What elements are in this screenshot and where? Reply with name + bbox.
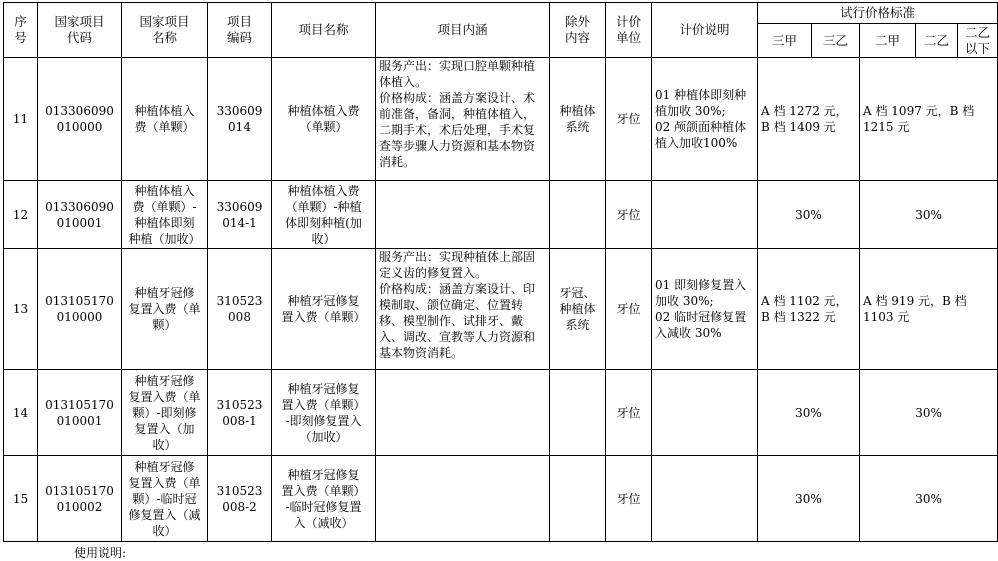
header-seq: 序 号 (4, 3, 38, 58)
cell-exclusions (550, 370, 606, 456)
cell-price-tier2: A 档 1097 元，B 档 1215 元 (860, 58, 998, 181)
cell-pricing-note: 01 种植体即刻种植加收 30%; 02 颅颌面种植体植入加收100% (652, 58, 758, 181)
usage-note-label: 使用说明: (74, 546, 127, 560)
cell-exclusions: 种植体 系统 (550, 58, 606, 181)
cell-unit: 牙位 (606, 58, 652, 181)
cell-item-name: 种植体植入费 （单颗） (272, 58, 376, 181)
cell-national-name: 种植牙冠修 复置入费（单 颗）-即刻修 复置入（加 收） (122, 370, 208, 456)
cell-price-tier2: A 档 919 元，B 档 1103 元 (860, 249, 998, 370)
cell-seq: 12 (4, 181, 38, 249)
cell-unit: 牙位 (606, 456, 652, 542)
cell-national-code: 013306090 010001 (38, 181, 122, 249)
header-item-code: 项目 编码 (208, 3, 272, 58)
cell-item-name: 种植牙冠修复 置入费（单颗） -即刻修复置入 （加收） (272, 370, 376, 456)
header-content: 项目内涵 (376, 3, 550, 58)
header-national-code: 国家项目 代码 (38, 3, 122, 58)
cell-item-code: 310523 008-2 (208, 456, 272, 542)
cell-national-code: 013105170 010001 (38, 370, 122, 456)
cell-exclusions (550, 456, 606, 542)
cell-exclusions (550, 181, 606, 249)
cell-content (376, 181, 550, 249)
table-row (4, 370, 998, 456)
cell-content (376, 370, 550, 456)
cell-seq: 14 (4, 370, 38, 456)
header-tier-2b: 二乙 (916, 24, 958, 58)
header-price-standard: 试行价格标准 (758, 3, 998, 24)
header-exclusions: 除外 内容 (550, 3, 606, 58)
cell-national-code: 013306090 010000 (38, 58, 122, 181)
table-row (4, 456, 998, 542)
cell-pricing-note (652, 456, 758, 542)
header-item-name: 项目名称 (272, 3, 376, 58)
cell-national-name: 种植体植入 费（单颗）- 种植体即刻 种植（加收） (122, 181, 208, 249)
header-unit: 计价 单位 (606, 3, 652, 58)
header-tier-3b: 三乙 (812, 24, 860, 58)
header-tier-3a: 三甲 (758, 24, 812, 58)
cell-price-tier3: 30% (758, 370, 860, 456)
cell-item-code: 330609 014 (208, 58, 272, 181)
cell-seq: 11 (4, 58, 38, 181)
cell-unit: 牙位 (606, 370, 652, 456)
header-pricing-note: 计价说明 (652, 3, 758, 58)
cell-national-name: 种植牙冠修 复置入费（单 颗）-临时冠 修复置入（减 收） (122, 456, 208, 542)
cell-item-code: 330609 014-1 (208, 181, 272, 249)
cell-item-name: 种植牙冠修复 置入费（单颗） -临时冠修复置 入（减收） (272, 456, 376, 542)
cell-price-tier2: 30% (860, 370, 998, 456)
cell-content (376, 456, 550, 542)
table-row (4, 58, 998, 181)
cell-national-name: 种植体植入 费（单颗） (122, 58, 208, 181)
cell-exclusions: 牙冠、 种植体 系统 (550, 249, 606, 370)
cell-price-tier3: A 档 1102 元， B 档 1322 元 (758, 249, 860, 370)
cell-pricing-note (652, 181, 758, 249)
cell-price-tier3: A 档 1272 元， B 档 1409 元 (758, 58, 860, 181)
cell-national-code: 013105170 010000 (38, 249, 122, 370)
cell-item-name: 种植牙冠修复 置入费（单颗） (272, 249, 376, 370)
cell-national-code: 013105170 010002 (38, 456, 122, 542)
cell-content: 服务产出：实现口腔单颗种植体植入。 价格构成：涵盖方案设计、术前准备，备洞，种植体植入，二期手术，术后处理，手术复查等步骤人力资源和基本物资消耗。 (376, 58, 550, 181)
cell-item-code: 310523 008-1 (208, 370, 272, 456)
cell-item-name: 种植体植入费 （单颗）-种植 体即刻种植(加 收） (272, 181, 376, 249)
table-row (4, 249, 998, 370)
header-tier-2a: 二甲 (860, 24, 916, 58)
header-national-name: 国家项目 名称 (122, 3, 208, 58)
cell-pricing-note: 01 即刻修复置入加收 30%; 02 临时冠修复置入减收 30% (652, 249, 758, 370)
header-tier-below-2b: 二乙 以下 (958, 24, 998, 58)
cell-seq: 13 (4, 249, 38, 370)
cell-price-tier3: 30% (758, 456, 860, 542)
cell-seq: 15 (4, 456, 38, 542)
cell-pricing-note (652, 370, 758, 456)
cell-price-tier2: 30% (860, 181, 998, 249)
cell-national-name: 种植牙冠修 复置入费（单 颗） (122, 249, 208, 370)
cell-item-code: 310523 008 (208, 249, 272, 370)
table-row (4, 181, 998, 249)
cell-price-tier3: 30% (758, 181, 860, 249)
cell-unit: 牙位 (606, 249, 652, 370)
cell-unit: 牙位 (606, 181, 652, 249)
cell-price-tier2: 30% (860, 456, 998, 542)
pricing-table (3, 2, 998, 542)
cell-content: 服务产出：实现种植体上部固定义齿的修复置入。 价格构成：涵盖方案设计、印模制取、颌位确定、位置转移、模型制作、试排牙、戴入、调改、宣教等人力资源和基本物资消耗。 (376, 249, 550, 370)
